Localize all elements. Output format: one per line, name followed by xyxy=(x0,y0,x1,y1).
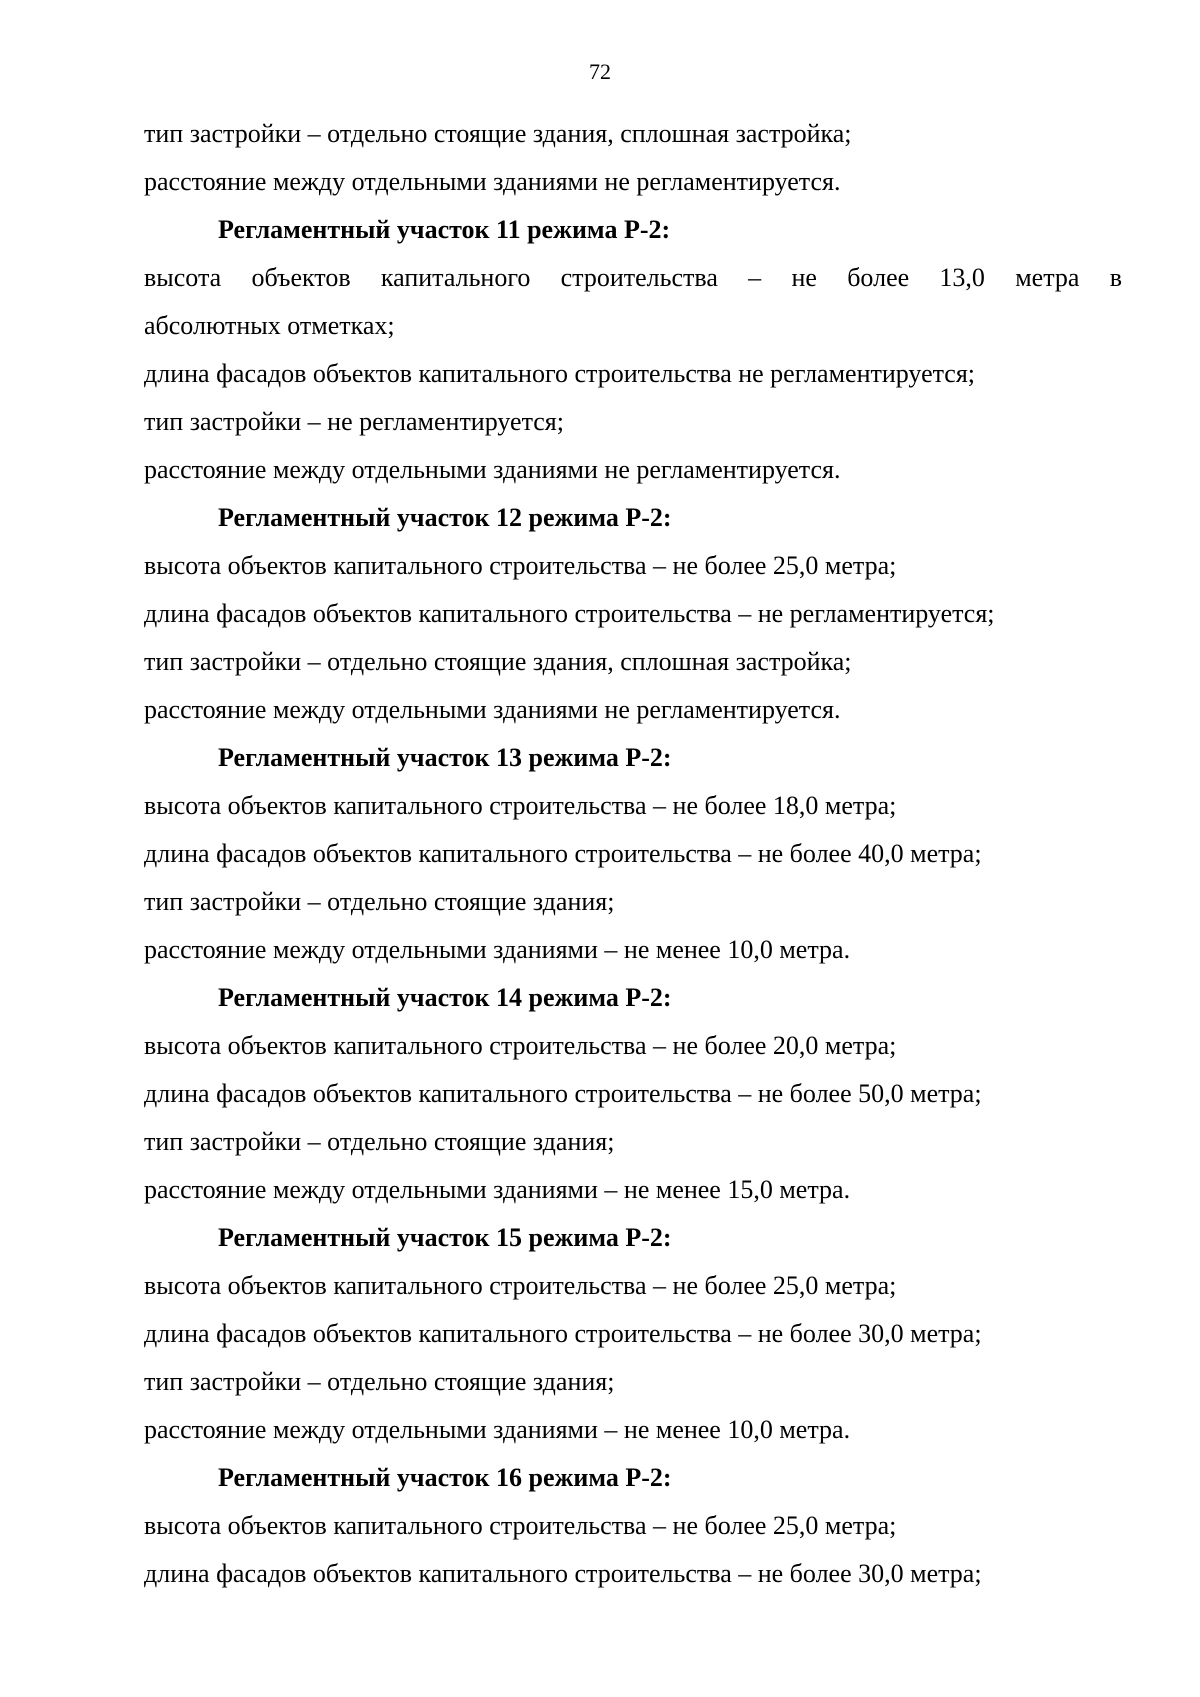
paragraph-line: абсолютных отметках; xyxy=(144,311,395,340)
paragraph-line: расстояние между отдельными зданиями не регламентируется. xyxy=(144,167,841,196)
paragraph-line: расстояние между отдельными зданиями – не менее 15,0 метра. xyxy=(144,1175,851,1204)
section-heading: Регламентный участок 15 режима Р-2: xyxy=(218,1223,672,1252)
paragraph-line: длина фасадов объектов капитального строительства – не регламентируется; xyxy=(144,599,995,628)
paragraph-line: тип застройки – отдельно стоящие здания; xyxy=(144,887,615,916)
paragraph-line: длина фасадов объектов капитального строительства – не более 30,0 метра; xyxy=(144,1559,982,1588)
section-heading: Регламентный участок 11 режима Р-2: xyxy=(218,215,671,244)
paragraph-line: тип застройки – не регламентируется; xyxy=(144,407,564,436)
paragraph-line: длина фасадов объектов капитального строительства – не более 30,0 метра; xyxy=(144,1319,982,1348)
paragraph-line: высота объектов капитального строительства – не более 13,0 метра в xyxy=(144,263,1122,292)
page-number: 72 xyxy=(589,59,611,84)
paragraph-line: длина фасадов объектов капитального строительства – не более 50,0 метра; xyxy=(144,1079,982,1108)
document-body xyxy=(144,110,1122,1598)
paragraph-line: длина фасадов объектов капитального строительства не регламентируется; xyxy=(144,359,976,388)
paragraph-line: расстояние между отдельными зданиями не регламентируется. xyxy=(144,695,841,724)
section-heading: Регламентный участок 16 режима Р-2: xyxy=(218,1463,672,1492)
paragraph-line: тип застройки – отдельно стоящие здания, сплошная застройка; xyxy=(144,647,852,676)
section-heading: Регламентный участок 14 режима Р-2: xyxy=(218,983,672,1012)
paragraph-line: тип застройки – отдельно стоящие здания, сплошная застройка; xyxy=(144,119,852,148)
paragraph-line: высота объектов капитального строительства – не более 25,0 метра; xyxy=(144,1511,897,1540)
paragraph-line: расстояние между отдельными зданиями – не менее 10,0 метра. xyxy=(144,1415,851,1444)
paragraph-line: высота объектов капитального строительства – не более 25,0 метра; xyxy=(144,1271,897,1300)
paragraph-line: высота объектов капитального строительства – не более 25,0 метра; xyxy=(144,551,897,580)
paragraph-line: высота объектов капитального строительства – не более 20,0 метра; xyxy=(144,1031,897,1060)
paragraph-line: тип застройки – отдельно стоящие здания; xyxy=(144,1367,615,1396)
paragraph-line: длина фасадов объектов капитального строительства – не более 40,0 метра; xyxy=(144,839,982,868)
paragraph-line: тип застройки – отдельно стоящие здания; xyxy=(144,1127,615,1156)
paragraph-line: расстояние между отдельными зданиями – не менее 10,0 метра. xyxy=(144,935,851,964)
section-heading: Регламентный участок 12 режима Р-2: xyxy=(218,503,672,532)
section-heading: Регламентный участок 13 режима Р-2: xyxy=(218,743,672,772)
paragraph-line: расстояние между отдельными зданиями не регламентируется. xyxy=(144,455,841,484)
paragraph-line: высота объектов капитального строительства – не более 18,0 метра; xyxy=(144,791,897,820)
